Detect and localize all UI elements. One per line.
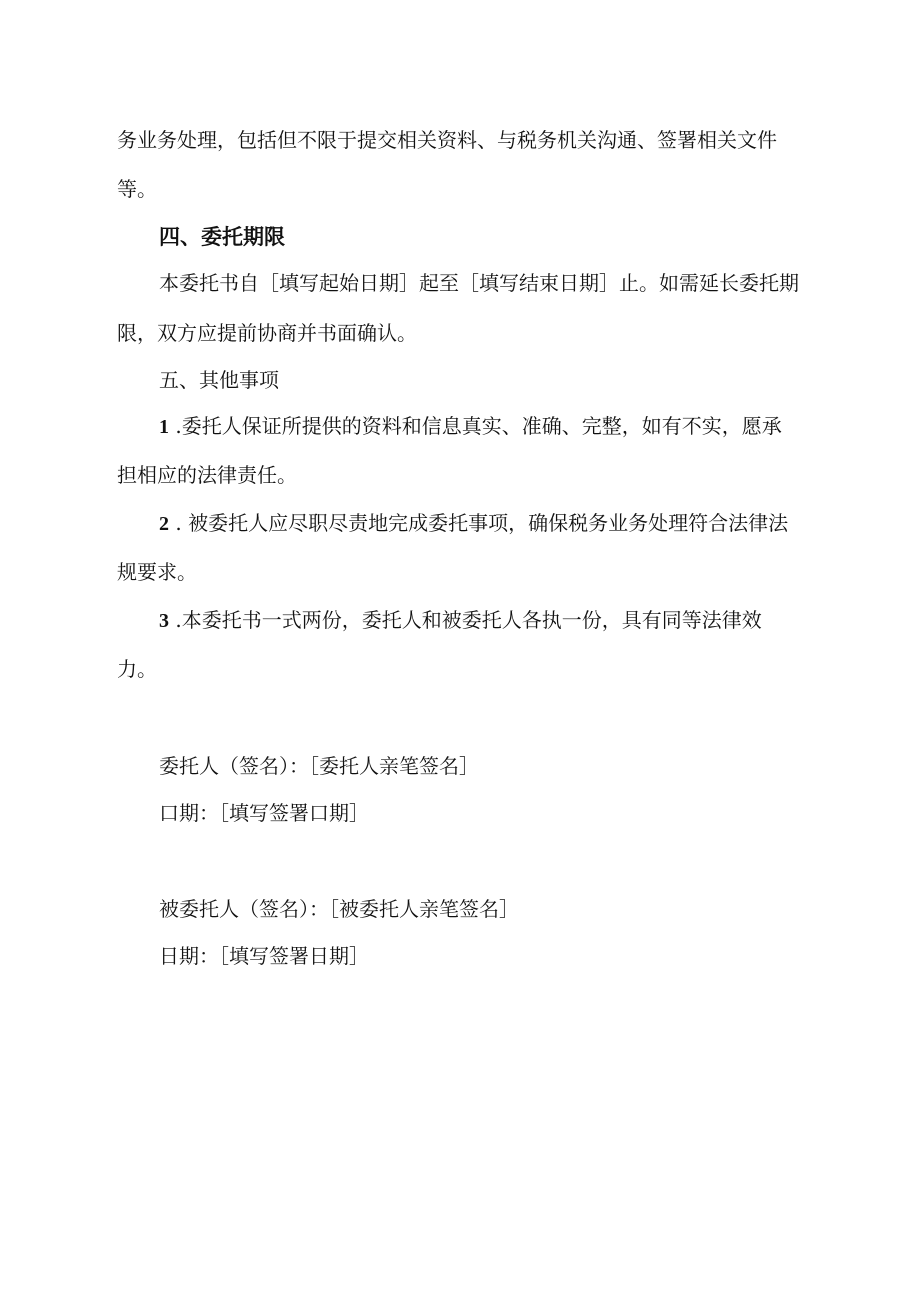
item-1-number: 1 — [159, 416, 169, 438]
paragraph-continuation-line-1: 务业务处理，包括但不限于提交相关资料、与税务机关沟通、签署相关文件 — [117, 128, 777, 152]
principal-date: 口期：［填写签署口期］ — [159, 801, 369, 825]
item-2-line-2: 规要求。 — [117, 560, 197, 584]
section-4-line-1: 本委托书自［填写起始日期］起至［填写结束日期］止。如需延长委托期 — [159, 271, 799, 295]
item-1-text: .委托人保证所提供的资料和信息真实、准确、完整，如有不实，愿承 — [175, 414, 782, 438]
paragraph-continuation-line-2: 等。 — [117, 177, 157, 201]
section-5-heading: 五、其他事项 — [159, 368, 279, 392]
item-2-number: 2 — [159, 513, 169, 535]
item-3-line-1 — [159, 607, 762, 634]
principal-signature: 委托人（签名）：［委托人亲笔签名］ — [159, 754, 479, 778]
item-2-line-1 — [159, 510, 788, 537]
agent-signature: 被委托人（签名）：［被委托人亲笔签名］ — [159, 897, 519, 921]
item-3-number: 3 — [159, 610, 169, 632]
agent-date: 日期：［填写签署日期］ — [159, 944, 369, 968]
item-3-text: .本委托书一式两份，委托人和被委托人各执一份，具有同等法律效 — [175, 608, 762, 632]
item-2-text: . 被委托人应尽职尽责地完成委托事项，确保税务业务处理符合法律法 — [175, 511, 789, 535]
item-1-line-2: 担相应的法律责任。 — [117, 463, 297, 487]
item-1-line-1 — [159, 413, 782, 440]
section-4-line-2: 限，双方应提前协商并书面确认。 — [117, 321, 417, 345]
item-3-line-2: 力。 — [117, 657, 157, 681]
section-4-heading: 四、委托期限 — [159, 225, 285, 249]
